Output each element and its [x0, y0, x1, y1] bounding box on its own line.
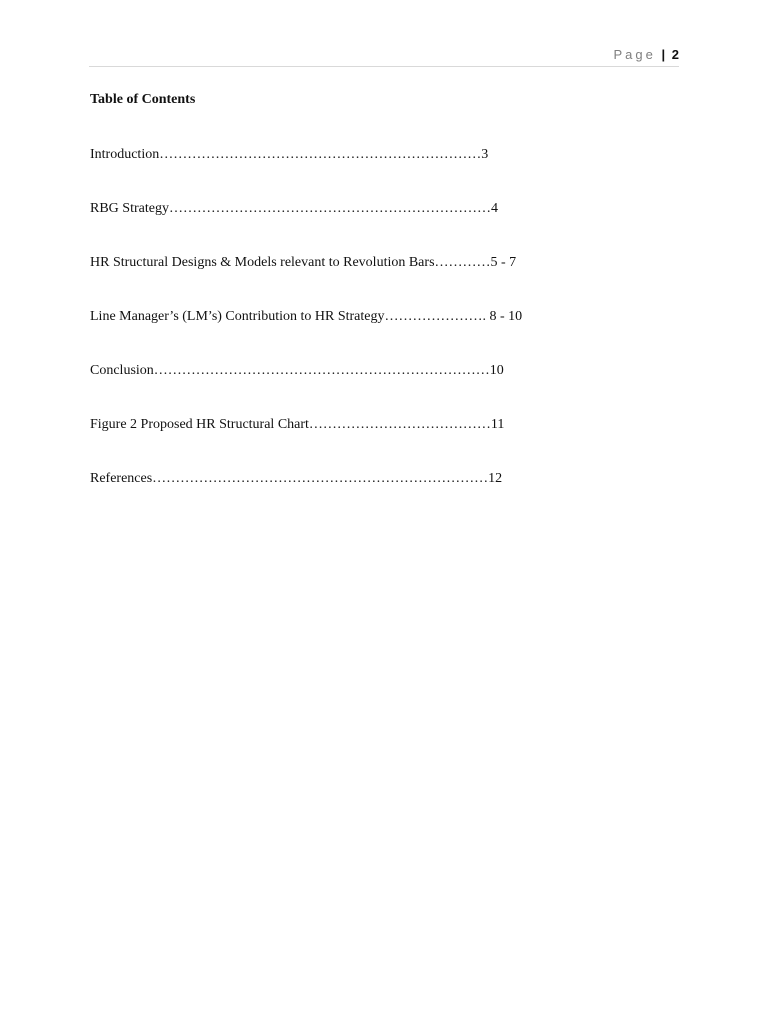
page-number-label — [614, 47, 680, 62]
page-header — [89, 44, 679, 67]
toc-entry-line-manager-contribution: Line Manager’s (LM’s) Contribution to HR Strategy…………………. 8 - 10 — [90, 309, 523, 324]
toc-entry-figure-2: Figure 2 Proposed HR Structural Chart…………………………………11 — [90, 417, 505, 432]
toc-entry-hr-structural-designs: HR Structural Designs & Models relevant to Revolution Bars…………5 - 7 — [90, 255, 517, 270]
toc-list — [90, 146, 522, 524]
toc-entry-rbg-strategy: RBG Strategy……………………………………………………………4 — [90, 201, 498, 216]
page-separator: | — [661, 47, 666, 62]
toc-entry-references: References………………………………………………………………12 — [90, 471, 503, 486]
toc-entry-conclusion: Conclusion………………………………………………………………10 — [90, 363, 504, 378]
page-number: 2 — [671, 47, 679, 62]
toc-title: Table of Contents — [90, 92, 196, 107]
toc-entry-introduction: Introduction……………………………………………………………3 — [90, 147, 489, 162]
page-word: Page — [613, 47, 656, 62]
